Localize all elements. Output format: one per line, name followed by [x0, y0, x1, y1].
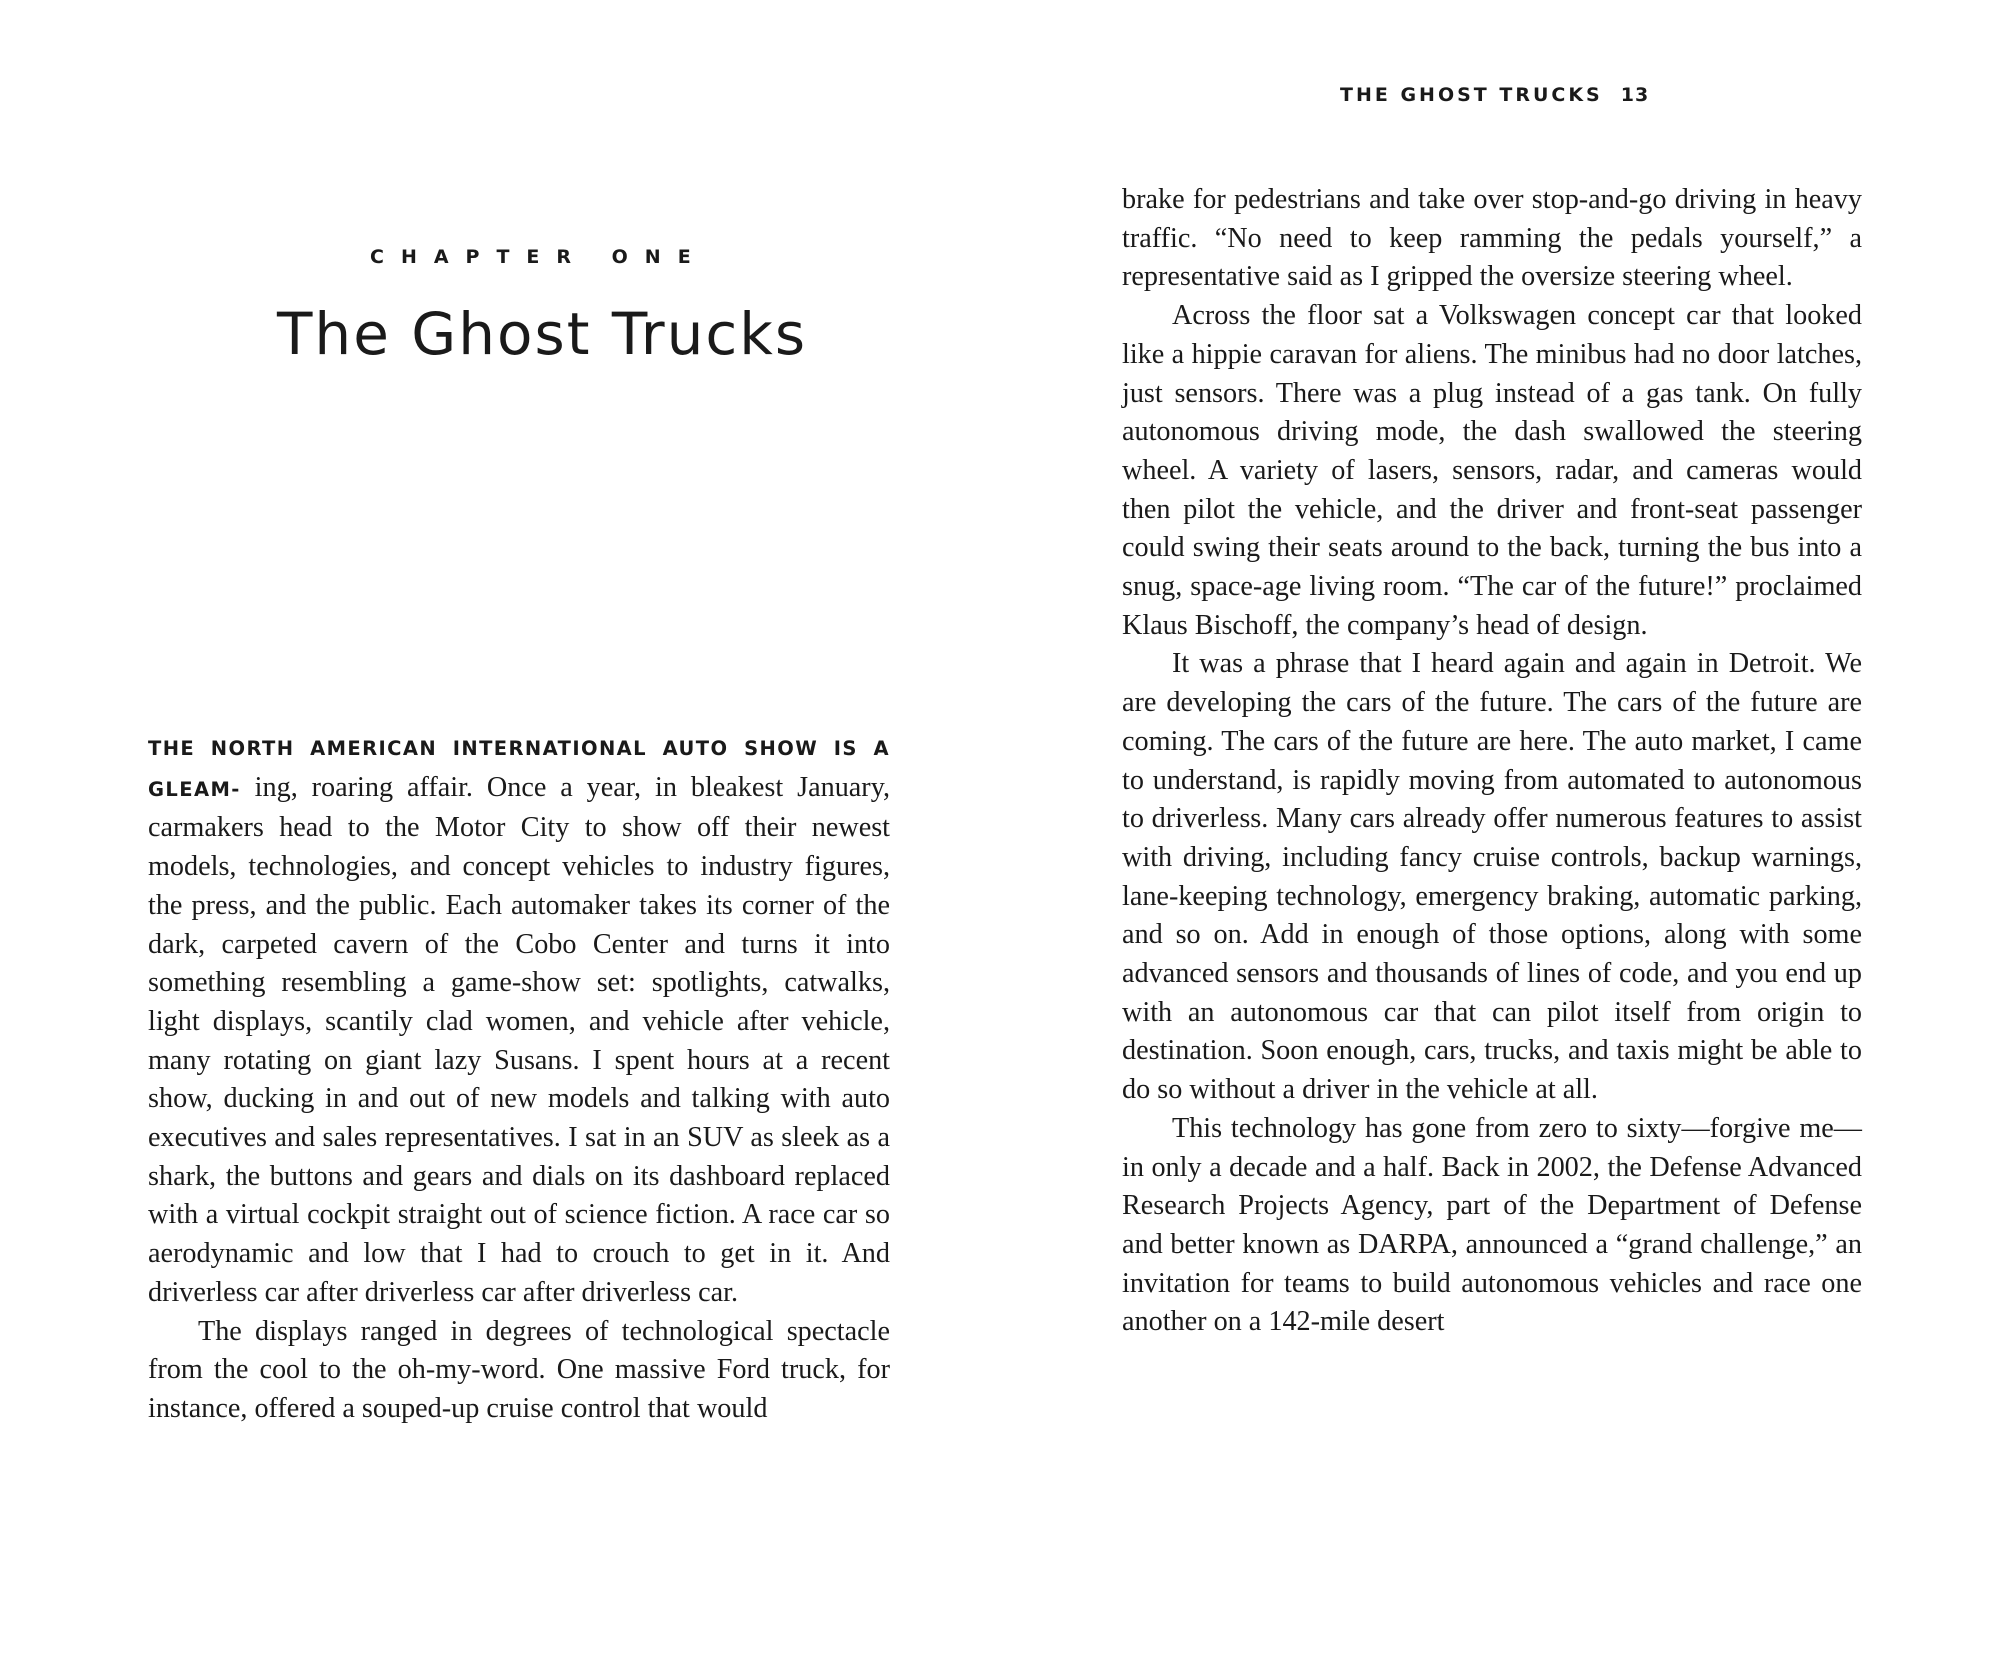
paragraph: The displays ranged in degrees of technological spectacle from the cool to the oh-my-word. One massive Ford truck, for instance, offered a souped-up cruise control that would [148, 1315, 890, 1424]
chapter-label: CHAPTER ONE [370, 246, 708, 268]
paragraph: This technology has gone from zero to sixty—forgive me—in only a decade and a half. Back in 2002, the Defense Advanced Research Projects Agency, part of the Department of Defense and better known as DARPA, announced a “grand challenge,” an invitation for teams to build autonomous vehicles and race one another on a 142-mile desert [1122, 1112, 1862, 1338]
running-head [1340, 84, 1649, 106]
paragraph [148, 728, 890, 1313]
right-body-text [1122, 181, 1862, 1342]
paragraph-continuation: ing, roaring affair. Once a year, in bleakest January, carmakers head to the Motor City to show off their newest models, technologies, and concept vehicles to industry figures, the press, and the public. Each automaker takes its corner of the dark, carpeted cavern of the Cobo Center and turns it into something resembling a game-show set: spotlights, catwalks, light displays, scantily clad women, and vehicle after vehicle, many rotating on giant lazy Susans. I spent hours at a recent show, ducking in and out of new models and talking with auto executives and sales representatives. I sat in an SUV as sleek as a shark, the buttons and gears and dials on its dashboard replaced with a virtual cockpit straight out of science fiction. A race car so aerodynamic and low that I had to crouch to get in it. And driverless car after driverless car after driverless car. [148, 771, 891, 1308]
chapter-title: The Ghost Trucks [277, 300, 808, 368]
left-body-text [148, 728, 890, 1429]
lead-in-caps: THE NORTH AMERICAN INTERNATIONAL AUTO SHOW IS A GLEAM- [148, 737, 890, 801]
paragraph: Across the floor sat a Volkswagen concept car that looked like a hippie caravan for aliens. The minibus had no door latches, just sensors. There was a plug instead of a gas tank. On fully autonomous driving mode, the dash swallowed the steering wheel. A variety of lasers, sensors, radar, and cameras would then pilot the vehicle, and the driver and front-seat passenger could swing their seats around to the back, turning the bus into a snug, space-age living room. “The car of the future!” proclaimed Klaus Bischoff, the company’s head of design. [1122, 300, 1862, 641]
right-page [1000, 0, 2000, 1660]
page-number: 13 [1620, 84, 1650, 106]
paragraph: brake for pedestrians and take over stop-and-go driving in heavy traffic. “No need to keep ramming the pedals yourself,” a representative said as I gripped the oversize steering wheel. [1122, 184, 1862, 293]
running-head-title: THE GHOST TRUCKS [1340, 84, 1603, 106]
paragraph: It was a phrase that I heard again and again in Detroit. We are developing the cars of the future. The cars of the future are coming. The cars of the future are here. The auto market, I came to understand, is rapidly moving from automated to autonomous to driverless. Many cars already offer numerous features to assist with driving, including fancy cruise controls, backup warnings, lane-keeping technology, emergency braking, automatic parking, and so on. Add in enough of those options, along with some advanced sensors and thousands of lines of code, and you end up with an autonomous car that can pilot itself from origin to destination. Soon enough, cars, trucks, and taxis might be able to do so without a driver in the vehicle at all. [1122, 648, 1862, 1106]
